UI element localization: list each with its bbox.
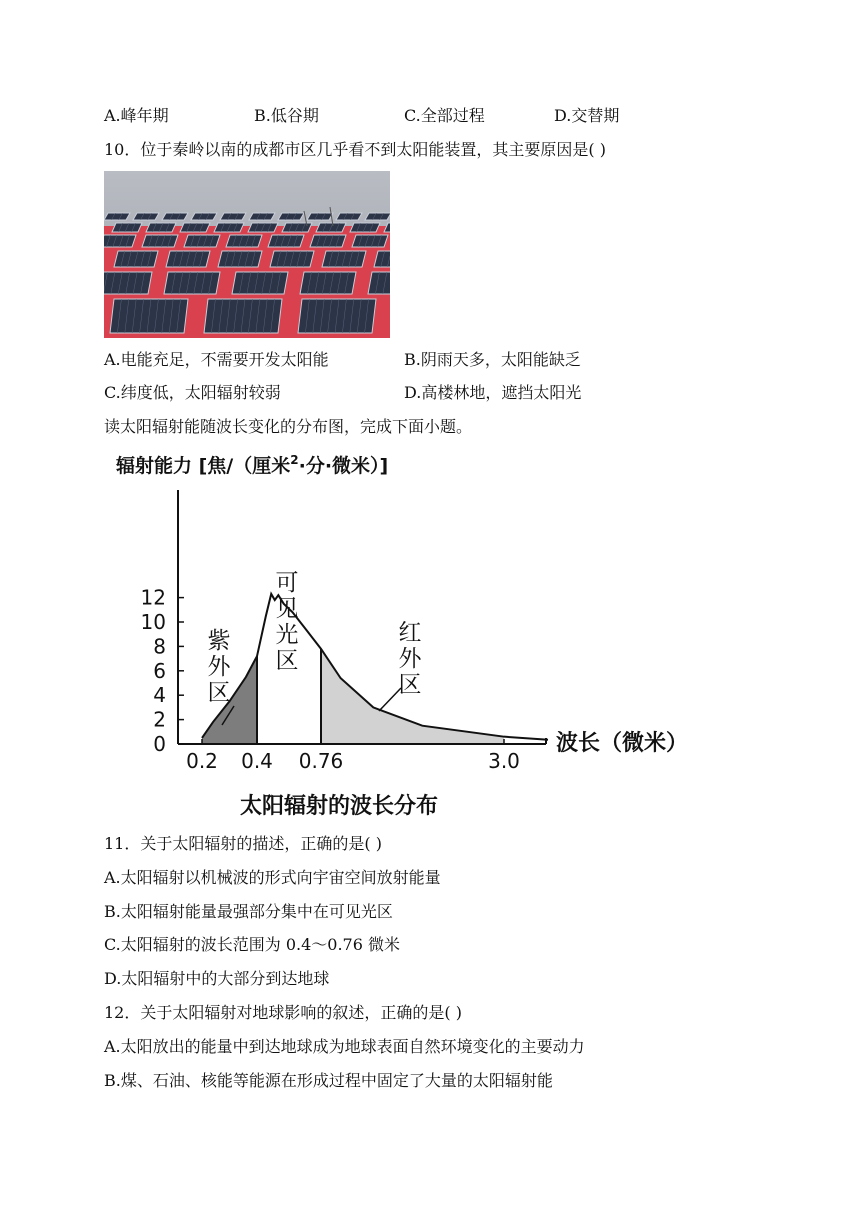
solar-panel bbox=[162, 213, 188, 220]
x-tick-label: 0.2 bbox=[186, 749, 218, 773]
q10-option-b: B.阴雨天多，太阳能缺乏 bbox=[404, 350, 581, 369]
x-tick-label: 3.0 bbox=[488, 749, 520, 773]
region-label-char: 区 bbox=[398, 672, 422, 698]
q12-option-b: B.煤、石油、核能等能源在形成过程中固定了大量的太阳辐射能 bbox=[104, 1071, 553, 1090]
chart-ylabel-main: 辐射能力 [焦/（厘米 bbox=[116, 455, 291, 477]
chart-ylabel bbox=[115, 453, 388, 477]
solar-panel bbox=[268, 235, 304, 247]
x-tick-label: 0.4 bbox=[241, 749, 273, 773]
q10-option-c: C.纬度低，太阳辐射较弱 bbox=[104, 383, 281, 402]
q11-option-d: D.太阳辐射中的大部分到达地球 bbox=[104, 969, 330, 988]
solar-panel bbox=[104, 213, 130, 220]
q9-option-a: A.峰年期 bbox=[104, 106, 169, 125]
region-label-char: 可 bbox=[275, 570, 299, 596]
intro-text: 读太阳辐射能随波长变化的分布图，完成下面小题。 bbox=[104, 417, 473, 436]
solar-panel bbox=[164, 272, 220, 294]
y-tick-label: 10 bbox=[140, 610, 166, 634]
region-label-char: 外 bbox=[207, 654, 231, 680]
y-tick-label: 0 bbox=[153, 732, 166, 756]
solar-panel bbox=[191, 213, 217, 220]
region-label-char: 见 bbox=[275, 596, 299, 622]
chart-ylabel-tail: ·分·微米）] bbox=[298, 455, 389, 477]
solar-panel bbox=[336, 213, 362, 220]
solar-radiation-chart bbox=[104, 448, 704, 828]
solar-panel bbox=[232, 272, 288, 294]
solar-panel bbox=[142, 235, 178, 247]
region-label-char: 外 bbox=[398, 646, 422, 672]
solar-panel bbox=[133, 213, 159, 220]
q12-stem: 12．关于太阳辐射对地球影响的叙述，正确的是( ) bbox=[104, 1003, 462, 1022]
chart-ylabel-sup: 2 bbox=[290, 453, 299, 467]
y-tick-label: 8 bbox=[153, 634, 166, 659]
solar-panel bbox=[300, 272, 356, 294]
ir-pointer bbox=[379, 688, 401, 711]
region-label-char: 光 bbox=[275, 622, 299, 648]
region-label-char: 红 bbox=[398, 620, 422, 646]
solar-panel bbox=[278, 213, 304, 220]
solar-panel bbox=[104, 272, 152, 294]
solar-panel bbox=[226, 235, 262, 247]
q10-stem: 10．位于秦岭以南的成都市区几乎看不到太阳能装置，其主要原因是( ) bbox=[104, 140, 606, 159]
region-label-char: 区 bbox=[275, 648, 299, 674]
region-label-char: 区 bbox=[207, 680, 231, 706]
solar-panels-photo bbox=[104, 171, 390, 338]
solar-panel bbox=[310, 235, 346, 247]
q12-option-a: A.太阳放出的能量中到达地球成为地球表面自然环境变化的主要动力 bbox=[104, 1037, 585, 1056]
solar-panel bbox=[307, 213, 333, 220]
x-tick-label: 0.76 bbox=[298, 749, 344, 773]
y-tick-label: 4 bbox=[153, 683, 166, 708]
y-tick-label: 12 bbox=[140, 585, 166, 610]
q11-option-a: A.太阳辐射以机械波的形式向宇宙空间放射能量 bbox=[104, 868, 441, 887]
q11-stem: 11．关于太阳辐射的描述，正确的是( ) bbox=[104, 834, 382, 853]
chart-xlabel: 波长（微米） bbox=[556, 731, 689, 756]
q9-option-c: C.全部过程 bbox=[404, 106, 485, 125]
y-tick-label: 6 bbox=[153, 658, 166, 683]
solar-panel bbox=[220, 213, 246, 220]
q9-option-b: B.低谷期 bbox=[254, 106, 319, 125]
solar-panel bbox=[365, 213, 390, 220]
q10-option-d: D.高楼林地，遮挡太阳光 bbox=[404, 383, 582, 402]
solar-panel bbox=[184, 235, 220, 247]
q9-option-d: D.交替期 bbox=[554, 106, 620, 125]
q10-option-a: A.电能充足，不需要开发太阳能 bbox=[104, 350, 329, 369]
chart-title: 太阳辐射的波长分布 bbox=[240, 794, 439, 819]
solar-panel bbox=[249, 213, 275, 220]
solar-panel bbox=[352, 235, 388, 247]
y-tick-label: 2 bbox=[153, 707, 166, 732]
q11-option-b: B.太阳辐射能量最强部分集中在可见光区 bbox=[104, 902, 393, 921]
region-label-char: 紫 bbox=[207, 628, 231, 654]
q11-option-c: C.太阳辐射的波长范围为 0.4～0.76 微米 bbox=[104, 935, 401, 954]
